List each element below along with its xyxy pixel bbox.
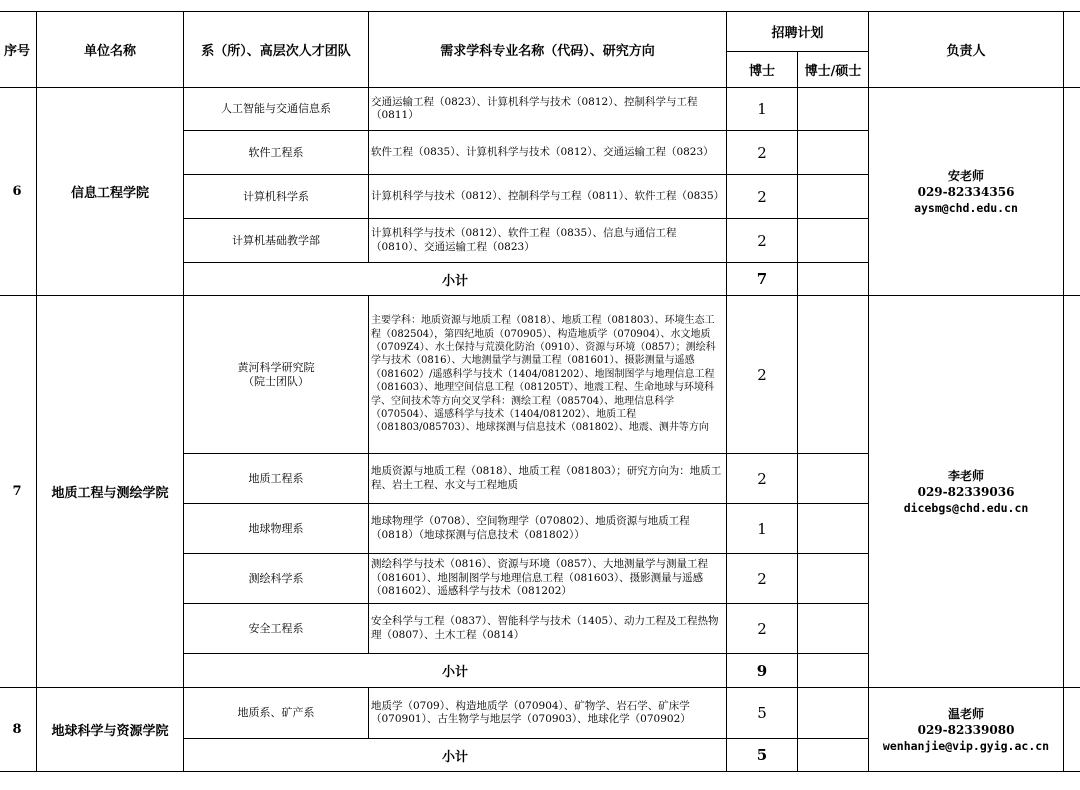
phd-master-count [798, 175, 869, 219]
header-phd: 博士 [727, 52, 798, 88]
contact-email: dicebgs@chd.edu.cn [903, 500, 1029, 515]
contact-name: 李老师 [948, 468, 985, 483]
contact-name: 温老师 [948, 706, 985, 721]
dept-name: 地质工程系 [184, 454, 369, 504]
dept-name: 地质系、矿产系 [184, 688, 369, 739]
major-text: 测绘科学与技术（0816）、资源与环境（0857）、大地测量学与测量工程（081601）、地图制图学与地理信息工程（081603）、摄影测量与遥感（081602）、遥感科学与技术（081202） [369, 554, 727, 604]
extra-cell [1064, 88, 1080, 296]
header-plan: 招聘计划 [727, 12, 869, 52]
header-unit: 单位名称 [37, 12, 184, 88]
dept-name: 计算机科学系 [184, 175, 369, 219]
extra-cell [1064, 296, 1080, 688]
dept-name: 软件工程系 [184, 131, 369, 175]
contact-cell [869, 88, 1064, 296]
subtotal-empty [798, 654, 869, 688]
header-no: 序号 [0, 12, 37, 88]
group-no: 8 [0, 688, 37, 772]
header-major: 需求学科专业名称（代码）、研究方向 [369, 12, 727, 88]
major-text: 计算机科学与技术（0812）、软件工程（0835）、信息与通信工程（0810）、交通运输工程（0823） [369, 219, 727, 263]
phd-count: 1 [727, 504, 798, 554]
phd-count: 5 [727, 688, 798, 739]
extra-cell [1064, 688, 1080, 772]
group-no: 6 [0, 88, 37, 296]
subtotal-label: 小计 [184, 654, 727, 688]
dept-name: 安全工程系 [184, 604, 369, 654]
contact-email: aysm@chd.edu.cn [914, 200, 1018, 215]
dept-name: 测绘科学系 [184, 554, 369, 604]
subtotal-empty [798, 263, 869, 296]
subtotal-label: 小计 [184, 739, 727, 772]
header-phd-master: 博士/硕士 [798, 52, 869, 88]
phd-count: 2 [727, 454, 798, 504]
phd-master-count [798, 454, 869, 504]
header-extra [1064, 12, 1080, 88]
unit-name: 信息工程学院 [37, 88, 184, 296]
unit-name: 地球科学与资源学院 [37, 688, 184, 772]
phd-master-count [798, 504, 869, 554]
phd-master-count [798, 604, 869, 654]
phd-master-count [798, 296, 869, 454]
major-text: 地质资源与地质工程（0818）、地质工程（081803）；研究方向为：地质工程、岩土工程、水文与工程地质 [369, 454, 727, 504]
table-row [0, 296, 1080, 454]
phd-count: 2 [727, 131, 798, 175]
phd-count: 2 [727, 175, 798, 219]
major-text: 软件工程（0835）、计算机科学与技术（0812）、交通运输工程（0823） [369, 131, 727, 175]
table-row [0, 88, 1080, 131]
phd-count: 2 [727, 219, 798, 263]
dept-name: 计算机基础教学部 [184, 219, 369, 263]
major-text: 地球物理学（0708）、空间物理学（070802）、地质资源与地质工程（0818）（地球探测与信息技术（081802）） [369, 504, 727, 554]
phd-master-count [798, 219, 869, 263]
phd-count: 2 [727, 296, 798, 454]
recruitment-table [0, 11, 1080, 772]
phd-master-count [798, 554, 869, 604]
major-text: 安全科学与工程（0837）、智能科学与技术（1405）、动力工程及工程热物理（0807）、土木工程（0814） [369, 604, 727, 654]
phd-master-count [798, 131, 869, 175]
dept-name-line1: 黄河科学研究院 [237, 360, 315, 374]
contact-cell [869, 296, 1064, 688]
header-contact: 负责人 [869, 12, 1064, 88]
subtotal-empty [798, 739, 869, 772]
major-text: 主要学科：地质资源与地质工程（0818）、地质工程（081803）、环境生态工程（082504），第四纪地质（070905）、构造地质学（070904）、水文地质（0709Z4）、水土保持与荒漠化防治（0910）、资源与环境（0857）；测绘科学与技术（0816）、大地测量学与测量工程（081601）、摄影测量与遥感（081602）/遥感科学与技术（1404/081202）、地图制图学与地理信息工程（081603）、地理空间信息工程（081205T）、地震工程、生命地球与环境科学、空间技术等方向交叉学科：测绘工程（085704）、地理信息科学（070504）、遥感科学与技术（1404/081202）、地质工程（081803/085703）、地球探测与信息技术（081802）、地震、测井等方向 [369, 296, 727, 454]
unit-name: 地质工程与测绘学院 [37, 296, 184, 688]
dept-name: 人工智能与交通信息系 [184, 88, 369, 131]
group-no: 7 [0, 296, 37, 688]
dept-name [184, 296, 369, 454]
contact-phone: 029-82339036 [917, 484, 1015, 499]
contact-phone: 029-82334356 [917, 184, 1015, 199]
subtotal-value: 7 [727, 263, 798, 296]
phd-count: 1 [727, 88, 798, 131]
phd-count: 2 [727, 604, 798, 654]
dept-name-line2: （院士团队） [243, 374, 309, 388]
subtotal-label: 小计 [184, 263, 727, 296]
contact-cell [869, 688, 1064, 772]
table-row [0, 688, 1080, 739]
contact-email: wenhanjie@vip.gyig.ac.cn [882, 738, 1050, 753]
contact-name: 安老师 [948, 168, 985, 183]
phd-master-count [798, 88, 869, 131]
header-dept: 系（所）、高层次人才团队 [184, 12, 369, 88]
major-text: 地质学（0709）、构造地质学（070904）、矿物学、岩石学、矿床学（070901）、古生物学与地层学（070903）、地球化学（070902） [369, 688, 727, 739]
subtotal-value: 5 [727, 739, 798, 772]
dept-name: 地球物理系 [184, 504, 369, 554]
major-text: 交通运输工程（0823）、计算机科学与技术（0812）、控制科学与工程（0811） [369, 88, 727, 131]
major-text: 计算机科学与技术（0812）、控制科学与工程（0811）、软件工程（0835） [369, 175, 727, 219]
phd-master-count [798, 688, 869, 739]
contact-phone: 029-82339080 [917, 722, 1015, 737]
phd-count: 2 [727, 554, 798, 604]
subtotal-value: 9 [727, 654, 798, 688]
